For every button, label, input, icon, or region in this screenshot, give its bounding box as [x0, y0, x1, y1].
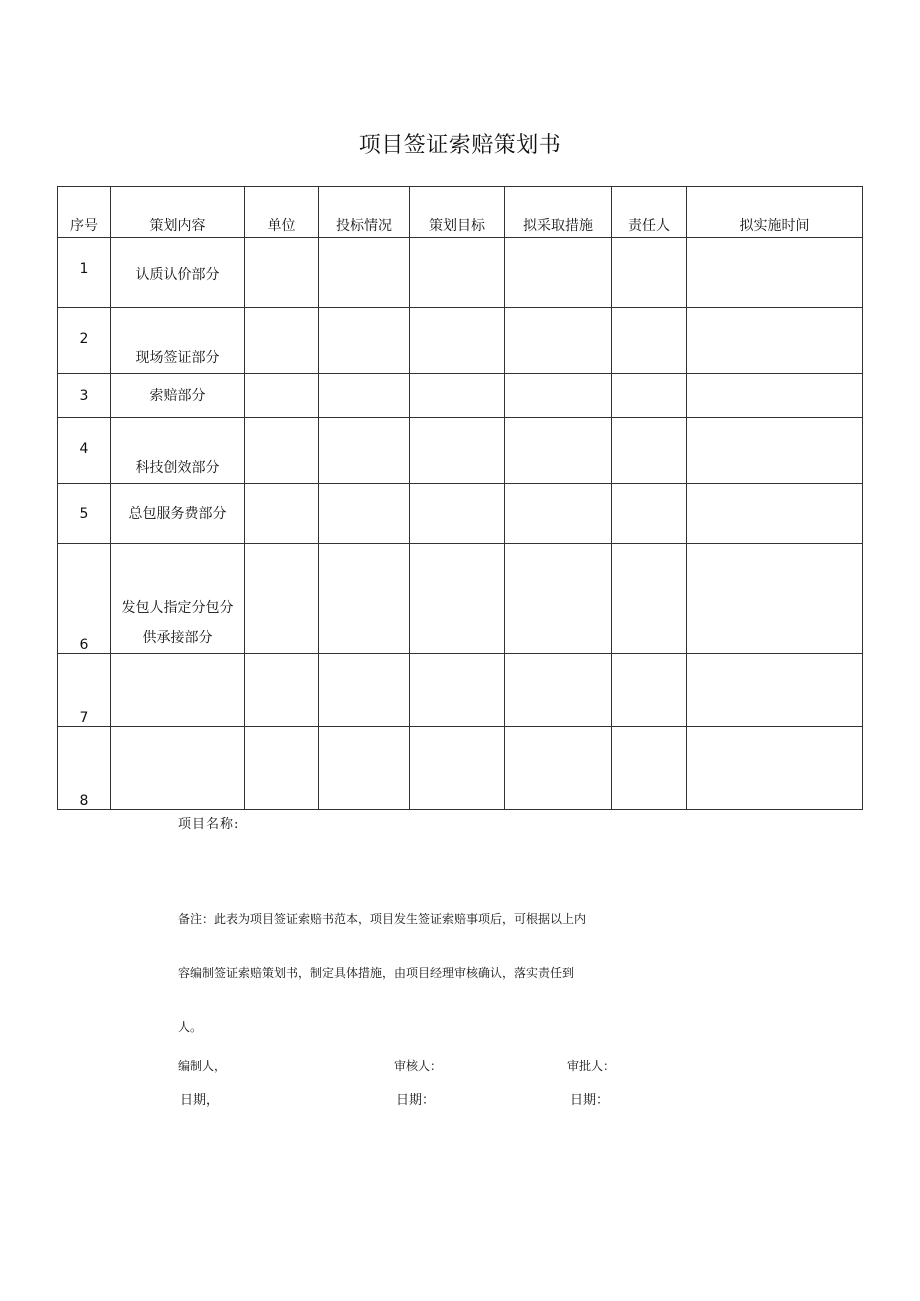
table-header-row	[58, 187, 863, 238]
plan-table	[57, 186, 863, 810]
header-unit: 单位	[245, 187, 319, 238]
table-row	[58, 308, 863, 374]
table-row	[58, 654, 863, 727]
remarks-line-2: 容编制签证索赔策划书，制定具体措施，由项目经理审核确认，落实责任到	[178, 966, 575, 980]
cell-responsible[interactable]	[612, 418, 687, 484]
cell-bid-status[interactable]	[319, 727, 410, 810]
row-number: 6	[58, 544, 111, 654]
row-content	[111, 544, 245, 654]
cell-responsible[interactable]	[612, 374, 687, 418]
cell-measures[interactable]	[505, 308, 612, 374]
row-number: 1	[58, 238, 111, 308]
table-row	[58, 484, 863, 544]
cell-bid-status[interactable]	[319, 544, 410, 654]
cell-unit[interactable]	[245, 308, 319, 374]
remarks-line-1: 备注：此表为项目签证索赔书范本，项目发生签证索赔事项后，可根据以上内	[178, 912, 587, 926]
cell-schedule[interactable]	[687, 654, 863, 727]
cell-bid-status[interactable]	[319, 418, 410, 484]
cell-measures[interactable]	[505, 727, 612, 810]
row-number: 7	[58, 654, 111, 727]
compiler-label: 编制人，	[178, 1059, 227, 1073]
header-responsible: 责任人	[612, 187, 687, 238]
cell-target[interactable]	[410, 544, 505, 654]
cell-target[interactable]	[410, 727, 505, 810]
table-row	[58, 238, 863, 308]
table-row	[58, 418, 863, 484]
approver-date-label: 日期：	[570, 1093, 610, 1108]
cell-unit[interactable]	[245, 544, 319, 654]
project-name-label: 项目名称:	[178, 817, 240, 832]
row-number: 8	[58, 727, 111, 810]
cell-responsible[interactable]	[612, 308, 687, 374]
cell-responsible[interactable]	[612, 544, 687, 654]
cell-unit[interactable]	[245, 727, 319, 810]
row-content: 科技创效部分	[111, 418, 245, 484]
cell-target[interactable]	[410, 654, 505, 727]
row-content	[111, 654, 245, 727]
cell-target[interactable]	[410, 238, 505, 308]
document-title: 项目签证索赔策划书	[358, 133, 562, 158]
row-number: 4	[58, 418, 111, 484]
reviewer-date-label: 日期：	[396, 1093, 436, 1108]
cell-target[interactable]	[410, 484, 505, 544]
cell-schedule[interactable]	[687, 484, 863, 544]
cell-responsible[interactable]	[612, 238, 687, 308]
header-bid-status: 投标情况	[319, 187, 410, 238]
table-row	[58, 727, 863, 810]
cell-bid-status[interactable]	[319, 374, 410, 418]
cell-responsible[interactable]	[612, 484, 687, 544]
header-schedule: 拟实施时间	[687, 187, 863, 238]
cell-bid-status[interactable]	[319, 654, 410, 727]
cell-schedule[interactable]	[687, 418, 863, 484]
cell-bid-status[interactable]	[319, 484, 410, 544]
reviewer-label: 审核人：	[394, 1059, 443, 1073]
cell-measures[interactable]	[505, 484, 612, 544]
cell-unit[interactable]	[245, 374, 319, 418]
row-number: 2	[58, 308, 111, 374]
table-row	[58, 374, 863, 418]
cell-schedule[interactable]	[687, 308, 863, 374]
compiler-date-label: 日期，	[180, 1093, 220, 1108]
approver-label: 审批人：	[567, 1059, 616, 1073]
cell-measures[interactable]	[505, 544, 612, 654]
cell-schedule[interactable]	[687, 544, 863, 654]
cell-responsible[interactable]	[612, 654, 687, 727]
cell-measures[interactable]	[505, 654, 612, 727]
cell-schedule[interactable]	[687, 238, 863, 308]
row-number: 3	[58, 374, 111, 418]
row-content: 现场签证部分	[111, 308, 245, 374]
cell-measures[interactable]	[505, 374, 612, 418]
header-measures: 拟采取措施	[505, 187, 612, 238]
remarks-line-3: 人。	[178, 1020, 203, 1034]
cell-responsible[interactable]	[612, 727, 687, 810]
cell-target[interactable]	[410, 418, 505, 484]
row-content: 总包服务费部分	[111, 484, 245, 544]
cell-measures[interactable]	[505, 418, 612, 484]
cell-unit[interactable]	[245, 484, 319, 544]
row-number: 5	[58, 484, 111, 544]
cell-measures[interactable]	[505, 238, 612, 308]
cell-schedule[interactable]	[687, 727, 863, 810]
cell-target[interactable]	[410, 374, 505, 418]
header-target: 策划目标	[410, 187, 505, 238]
cell-bid-status[interactable]	[319, 308, 410, 374]
header-content: 策划内容	[111, 187, 245, 238]
cell-unit[interactable]	[245, 238, 319, 308]
cell-unit[interactable]	[245, 418, 319, 484]
table-row	[58, 544, 863, 654]
cell-bid-status[interactable]	[319, 238, 410, 308]
row-content-line2: 供承接部分	[142, 630, 213, 646]
cell-unit[interactable]	[245, 654, 319, 727]
header-seq: 序号	[58, 187, 111, 238]
row-content: 索赔部分	[111, 374, 245, 418]
row-content	[111, 727, 245, 810]
row-content: 认质认价部分	[111, 238, 245, 308]
cell-target[interactable]	[410, 308, 505, 374]
cell-schedule[interactable]	[687, 374, 863, 418]
row-content-line1: 发包人指定分包分	[121, 600, 234, 616]
